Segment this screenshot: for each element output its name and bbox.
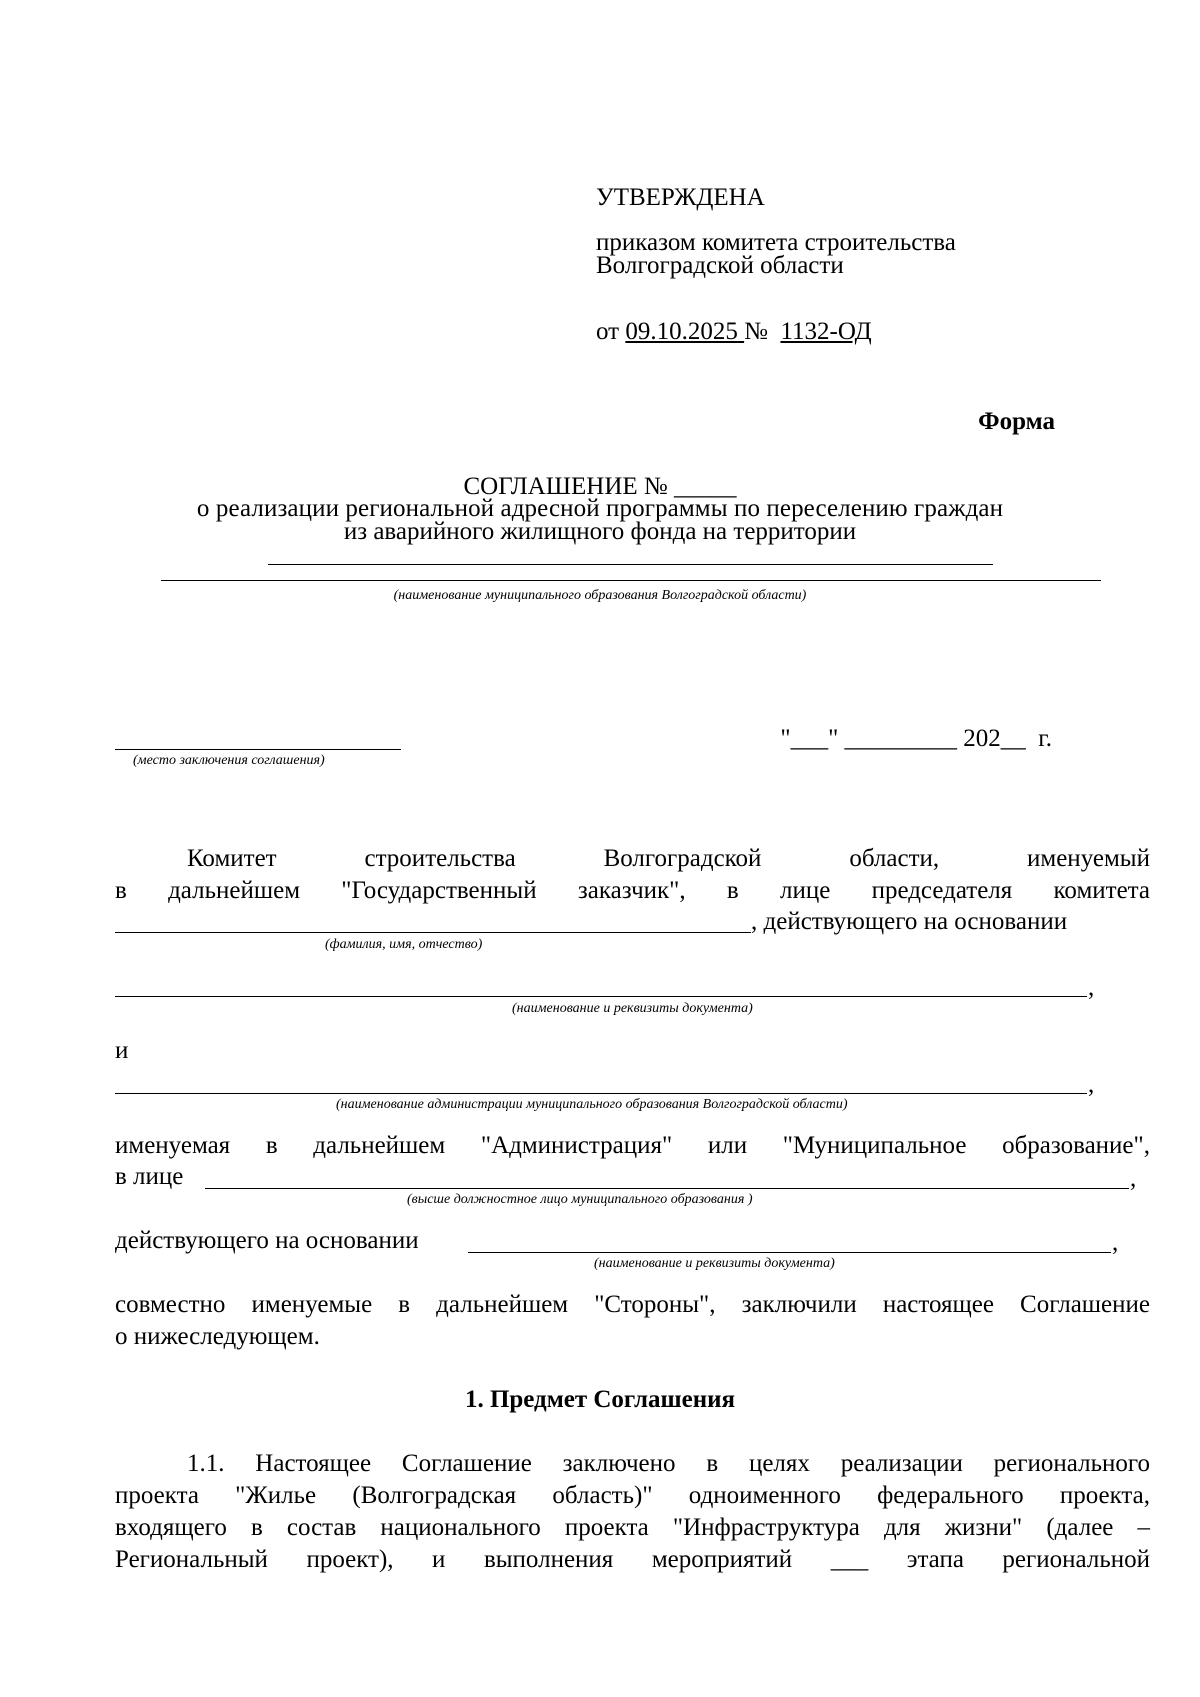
preamble-line-1 [187,843,1150,874]
acting-doc-line [468,1252,1111,1253]
form-label: Форма [978,408,1055,435]
territory-line-short [268,564,993,565]
fio-line [115,932,751,933]
preamble-word-1: Комитет [187,845,277,872]
admin-line [115,1093,1087,1094]
basis-doc-caption: (наименование и реквизиты документа) [512,1001,753,1016]
basis-doc-comma: , [1088,974,1095,1001]
basis-doc-line [115,996,1087,997]
approval-number: 1132-ОД [780,318,872,345]
preamble-word-4: области, [849,845,940,872]
approval-line2: Волгоградской области [596,252,844,279]
preamble-line-3: , действующего на основании [751,908,1068,935]
preamble-line-2: в дальнейшем "Государственный заказчик", в лице председателя комитета [115,877,1150,904]
territory-caption: (наименование муниципального образования Волгоградской области) [393,588,807,603]
place-caption: (место заключения соглашения) [133,753,325,768]
admin-comma: , [1088,1071,1095,1098]
approval-order [596,316,872,347]
official-caption: (высше должностное лицо муниципального образования ) [407,1192,753,1207]
acting-doc-caption: (наименование и реквизиты документа) [594,1256,835,1271]
approval-date: 09.10.2025 [625,318,738,345]
territory-line-long [161,580,1101,581]
in-person-label: в лице [115,1163,184,1190]
preamble-word-5: именуемый [1027,845,1150,872]
agreement-title: СОГЛАШЕНИЕ № _____ [463,473,737,500]
official-comma: , [1130,1165,1137,1192]
section-1-title: 1. Предмет Соглашения [464,1386,736,1413]
named-line: именуемая в дальнейшем "Администрация" или "Муниципальное образование", [115,1132,1150,1159]
jointly-line-1: совместно именуемые в дальнейшем "Стороны", заключили настоящее Соглашение [115,1291,1150,1318]
section-1-line-3: входящего в состав национального проекта "Инфраструктура для жизни" (далее – [115,1514,1150,1541]
section-1-line-1: 1.1. Настоящее Соглашение заключено в целях реализации регионального [187,1450,1150,1477]
approval-from: от [596,318,620,345]
place-line [115,749,401,750]
preamble-word-3: Волгоградской [603,845,762,872]
acting-on-label: действующего на основании [115,1227,419,1254]
preamble-word-2: строительства [364,845,516,872]
section-1-line-4: Региональный проект), и выполнения мероприятий ___ этапа региональной [115,1546,1150,1573]
jointly-line-2: о нижеследующем. [115,1323,320,1350]
official-line [205,1188,1129,1189]
fio-caption: (фамилия, имя, отчество) [325,937,483,952]
approval-title: УТВЕРЖДЕНА [596,184,765,211]
acting-doc-comma: , [1112,1229,1119,1256]
admin-caption: (наименование администрации муниципального образования Волгоградской области) [336,1097,848,1112]
section-1-line-2: проекта "Жилье (Волгоградская область)" одноименного федерального проекта, [115,1482,1150,1509]
and-text: и [115,1037,129,1064]
agreement-subtitle-1: о реализации региональной адресной программы по переселению граждан [196,495,1004,522]
agreement-date: "___" _________ 202__ г. [780,725,1052,752]
approval-line1: приказом комитета строительства [596,229,956,256]
agreement-subtitle-2: из аварийного жилищного фонда на территории [343,518,857,545]
approval-number-sign: № [744,318,768,345]
